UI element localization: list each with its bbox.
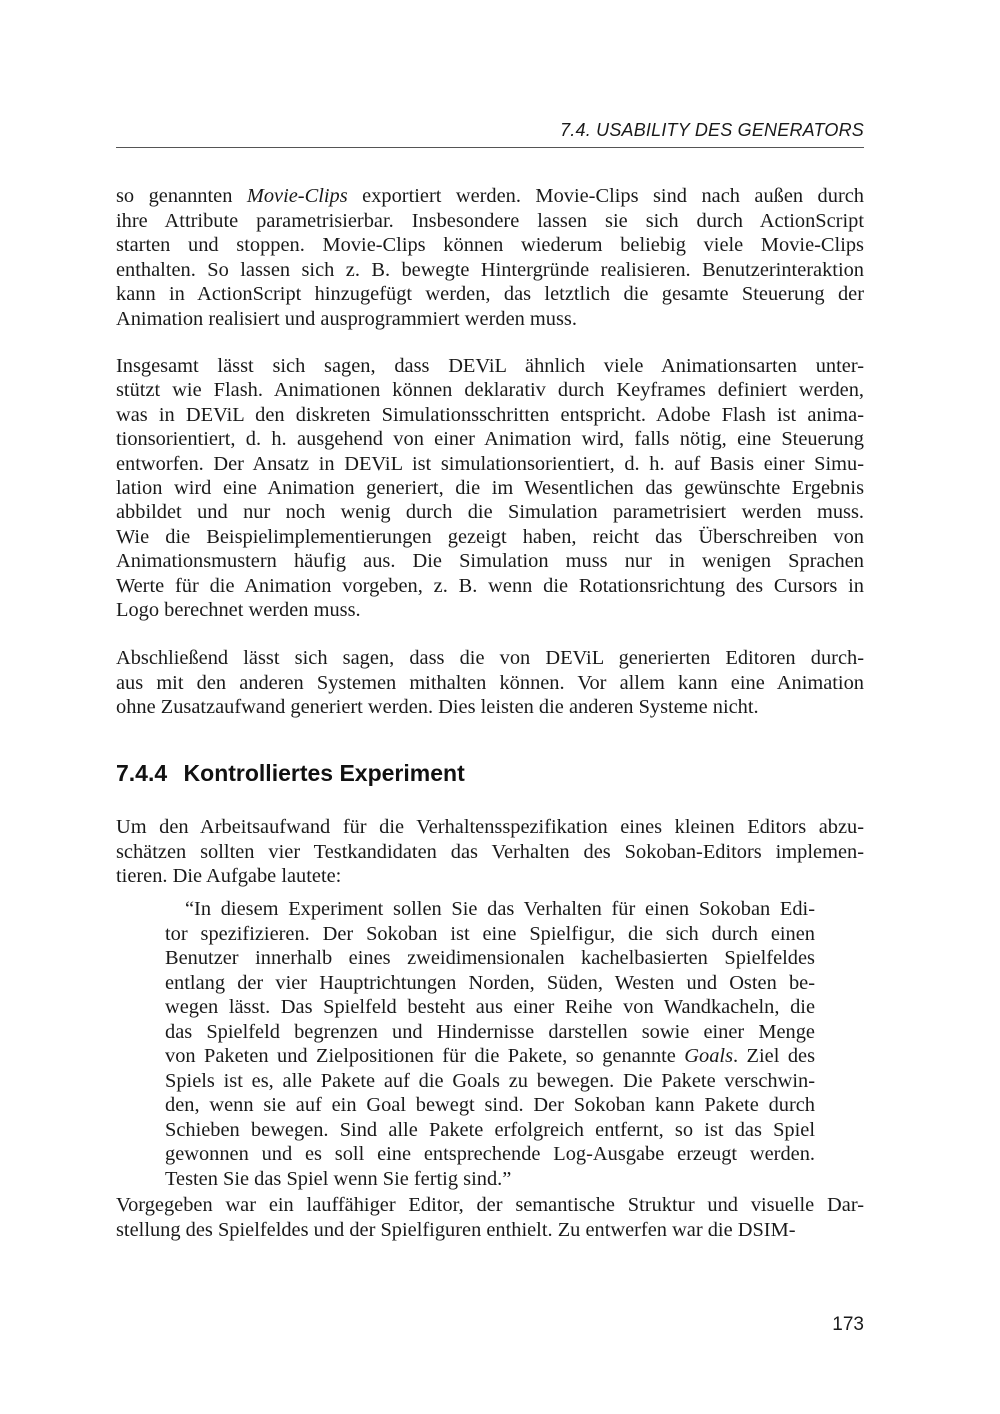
text-line: Vorgegeben war ein lauffähiger Editor, der semantische Struktur und visuelle Dar-: [116, 1194, 864, 1216]
text-line: Testen Sie das Spiel wenn Sie fertig sind.”: [165, 1167, 512, 1190]
text-line: tionsorientiert, d. h. ausgehend von einer Animation wird, falls nötig, eine Steuerung: [116, 428, 864, 451]
text-line: stützt wie Flash. Animationen können deklarativ durch Keyframes definiert werden,: [116, 379, 864, 402]
text-line: gewonnen und es soll eine entsprechende Log-Ausgabe erzeugt werden.: [165, 1143, 815, 1165]
text-line: ohne Zusatzaufwand generiert werden. Dies leisten die anderen Systeme nicht.: [116, 696, 759, 718]
text-line: lation wird eine Animation generiert, die im Wesentlichen das gewünschte Ergebnis: [116, 477, 864, 499]
text-line: das Spielfeld begrenzen und Hindernisse darstellen sowie einer Menge: [165, 1020, 815, 1043]
running-head: 7.4. USABILITY DES GENERATORS: [560, 120, 864, 140]
text-line: aus mit den anderen Systemen mithalten können. Vor allem kann eine Animation: [116, 671, 864, 694]
text-line: Schieben bewegen. Sind alle Pakete erfolgreich entfernt, so ist das Spiel: [165, 1118, 815, 1141]
text-line: schätzen sollten vier Testkandidaten das Verhalten des Sokoban-Editors implemen-: [116, 840, 864, 863]
text-line: Benutzer innerhalb eines zweidimensionalen kachelbasierten Spielfeldes: [165, 947, 815, 969]
text-line: “In diesem Experiment sollen Sie das Verhalten für einen Sokoban Edi-: [185, 898, 815, 920]
text-line: entlang der vier Hauptrichtungen Norden, Süden, Westen und Osten be-: [165, 971, 815, 994]
text-line: Spiels ist es, alle Pakete auf die Goals zu bewegen. Die Pakete verschwin-: [165, 1069, 815, 1092]
emphasis: Goals: [684, 1045, 734, 1067]
text-line: Wie die Beispielimplementierungen gezeigt haben, reicht das Überschreiben von: [116, 525, 864, 548]
text-line: den, wenn sie auf ein Goal bewegt sind. Der Sokoban kann Pakete durch: [165, 1094, 815, 1116]
text-line: was in DEViL den diskreten Simulationsschritten entspricht. Adobe Flash ist anima-: [116, 403, 864, 426]
text-line: enthalten. So lassen sich z. B. bewegte Hintergründe realisieren. Benutzerinteraktion: [116, 258, 864, 281]
page-number: 173: [832, 1314, 864, 1335]
text-line: abbildet und nur noch wenig durch die Simulation parametrisiert werden muss.: [116, 501, 864, 524]
text-line: so genannten Movie-Clips exportiert werden. Movie-Clips sind nach außen durch: [116, 185, 864, 207]
text-line: Um den Arbeitsaufwand für die Verhaltensspezifikation eines kleinen Editors abzu-: [116, 816, 864, 838]
emphasis: Movie-Clips: [246, 185, 348, 207]
section-title: Kontrolliertes Experiment: [183, 760, 465, 786]
text-line: Animationsmustern häufig aus. Die Simulation muss nur in wenigen Sprachen: [116, 550, 864, 573]
text-line: tieren. Die Aufgabe lautete:: [116, 865, 342, 887]
text-line: Animation realisiert und ausprogrammiert werden muss.: [116, 308, 577, 330]
text-line: ihre Attribute parametrisierbar. Insbesondere lassen sie sich durch ActionScript: [116, 209, 864, 232]
text-line: entworfen. Der Ansatz in DEViL ist simulationsorientiert, d. h. auf Basis einer Simu-: [116, 452, 864, 475]
text-line: kann in ActionScript hinzugefügt werden, das letztlich die gesamte Steuerung der: [116, 283, 864, 306]
text-line: Logo berechnet werden muss.: [116, 599, 361, 621]
text-line: Abschließend lässt sich sagen, dass die von DEViL generierten Editoren durch-: [116, 647, 864, 669]
text-line: von Paketen und Zielpositionen für die Pakete, so genannte Goals. Ziel des: [165, 1045, 815, 1067]
text-line: stellung des Spielfeldes und der Spielfiguren enthielt. Zu entwerfen war die DSIM-: [116, 1218, 796, 1241]
text-line: wegen lässt. Das Spielfeld besteht aus einer Reihe von Wandkacheln, die: [165, 996, 815, 1018]
text-line: Insgesamt lässt sich sagen, dass DEViL ähnlich viele Animationsarten unter-: [116, 355, 864, 377]
text-line: tor spezifizieren. Der Sokoban ist eine Spielfigur, die sich durch einen: [165, 922, 815, 945]
section-heading: [116, 760, 465, 787]
section-number: 7.4.4: [116, 760, 168, 786]
header-rule: [116, 147, 864, 148]
text-line: Werte für die Animation vorgeben, z. B. wenn die Rotationsrichtung des Cursors in: [116, 574, 864, 597]
text-line: starten und stoppen. Movie-Clips können wiederum beliebig viele Movie-Clips: [116, 234, 864, 257]
